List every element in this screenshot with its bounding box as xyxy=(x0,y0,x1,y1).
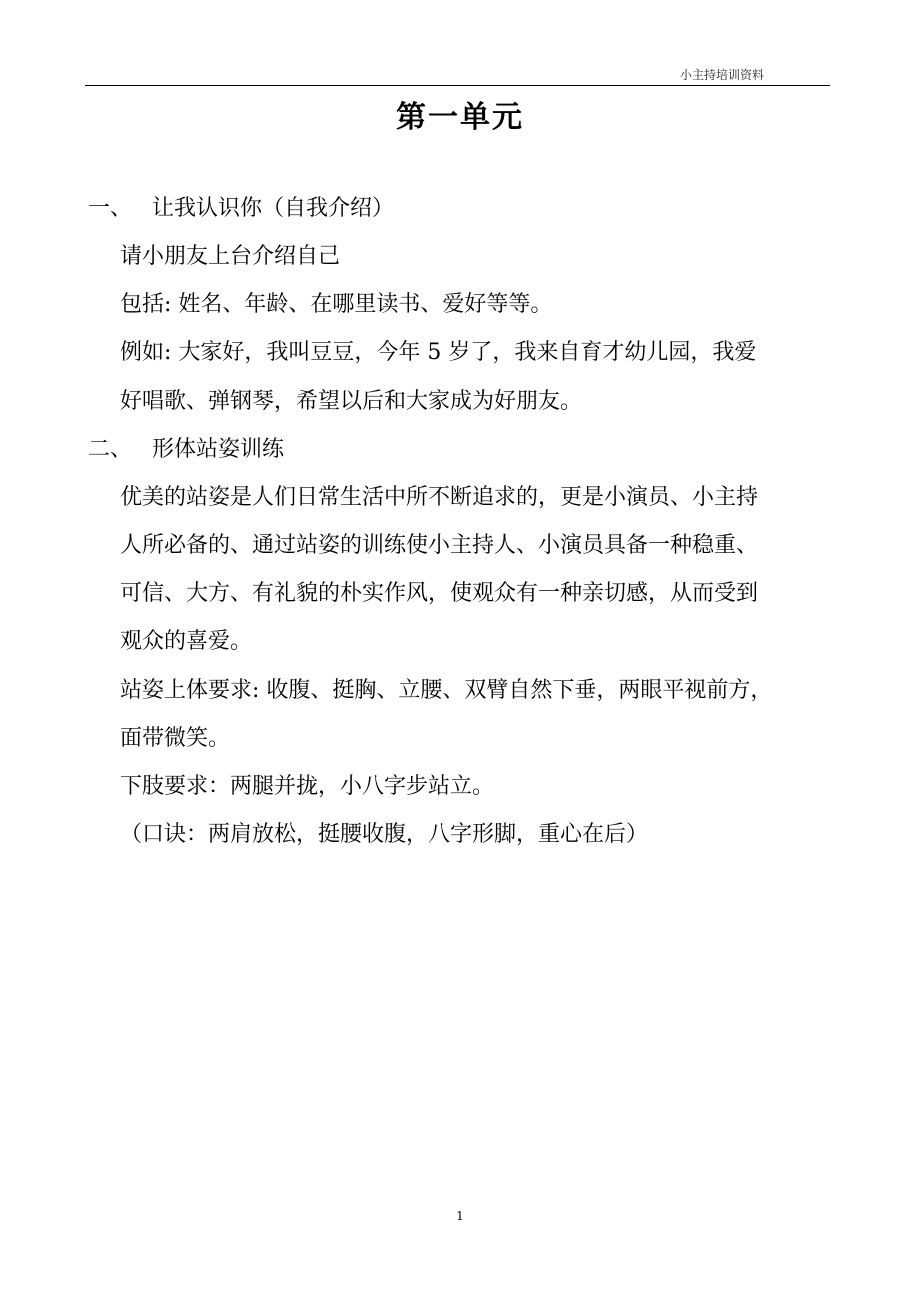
section-2-line: 站姿上体要求: 收腹、挺胸、立腰、双臂自然下垂，两眼平视前方， xyxy=(120,678,773,703)
section-2-line: 下肢要求：两腿并拢，小八字步站立。 xyxy=(120,774,495,799)
section-2-line: 优美的站姿是人们日常生活中所不断追求的，更是小演员、小主持 xyxy=(120,485,759,510)
section-1-line: 好唱歌、弹钢琴，希望以后和大家成为好朋友。 xyxy=(120,389,583,414)
section-2-number: 二、 xyxy=(88,437,133,462)
section-1-line: 例如: 大家好，我叫豆豆，今年 5 岁了，我来自育才幼儿园，我爱 xyxy=(120,340,757,365)
page-number: 1 xyxy=(456,1209,464,1223)
header-divider xyxy=(85,85,830,86)
section-2-line: 观众的喜爱。 xyxy=(120,629,253,654)
section-2-heading: 形体站姿训练 xyxy=(152,437,285,462)
section-1-heading: 让我认识你（自我介绍） xyxy=(152,196,395,221)
section-1-line: 包括: 姓名、年龄、在哪里读书、爱好等等。 xyxy=(120,292,553,317)
section-2-line: （口诀：两肩放松，挺腰收腹，八字形脚，重心在后） xyxy=(120,822,649,847)
section-2-line: 人所必备的、通过站姿的训练使小主持人、小演员具备一种稳重、 xyxy=(120,533,759,558)
section-2-line: 面带微笑。 xyxy=(120,726,231,751)
section-1-line: 请小朋友上台介绍自己 xyxy=(120,244,341,269)
section-2-line: 可信、大方、有礼貌的朴实作风，使观众有一种亲切感，从而受到 xyxy=(120,581,759,606)
header-text: 小主持培训资料 xyxy=(680,68,765,82)
section-1-number: 一、 xyxy=(88,196,133,221)
page-title: 第一单元 xyxy=(396,100,524,135)
